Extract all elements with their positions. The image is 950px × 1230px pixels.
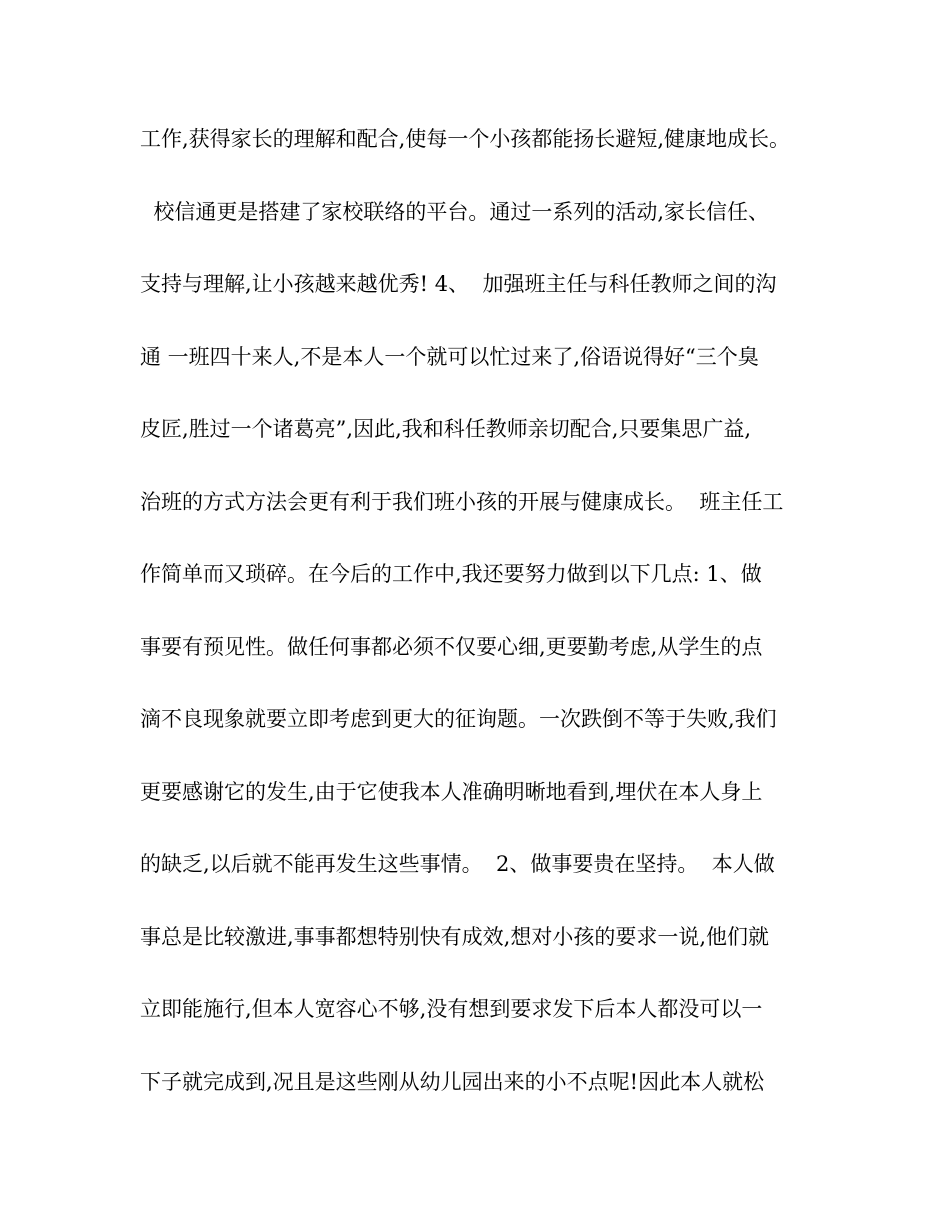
text-line: 工作,获得家长的理解和配合,使每一个小孩都能扬长避短,健康地成长。 bbox=[140, 127, 791, 151]
text-line: 治班的方式方法会更有利于我们班小孩的开展与健康成长。 班主任工 bbox=[140, 489, 784, 514]
text-line: 滴不良现象就要立即考虑到更大的征询题。一次跌倒不等于失败,我们 bbox=[140, 707, 777, 731]
text-line: 支持与理解,让小孩越来越优秀! 4、 加强班主任与科任教师之间的沟 bbox=[140, 272, 777, 296]
text-line: 更要感谢它的发生,由于它使我本人准确明晰地看到,埋伏在本人身上 bbox=[140, 779, 763, 804]
text-line: 皮匠,胜过一个诸葛亮”,因此,我和科任教师亲切配合,只要集思广益, bbox=[140, 417, 752, 441]
text-line: 作简单而又琐碎。在今后的工作中,我还要努力做到以下几点: 1、做 bbox=[140, 562, 762, 586]
text-line: 的缺乏,以后就不能再发生这些事情。 2、做事要贵在坚持。 本人做 bbox=[140, 852, 775, 876]
text-line: 事要有预见性。做任何事都必须不仅要心细,更要勤考虑,从学生的点 bbox=[140, 634, 763, 659]
text-line: 立即能施行,但本人宽容心不够,没有想到要求发下后本人都没可以一 bbox=[140, 997, 763, 1021]
text-line: 下子就完成到,况且是这些刚从幼儿园出来的小不点呢!因此本人就松 bbox=[140, 1069, 765, 1094]
document-body bbox=[140, 121, 830, 1136]
text-line: 校信通更是搭建了家校联络的平台。通过一系列的活动,家长信任、 bbox=[140, 199, 770, 224]
text-line: 事总是比较激进,事事都想特别快有成效,想对小孩的要求一说,他们就 bbox=[140, 924, 770, 949]
text-line: 通 一班四十来人,不是本人一个就可以忙过来了,俗语说得好“三个臭 bbox=[140, 344, 759, 369]
